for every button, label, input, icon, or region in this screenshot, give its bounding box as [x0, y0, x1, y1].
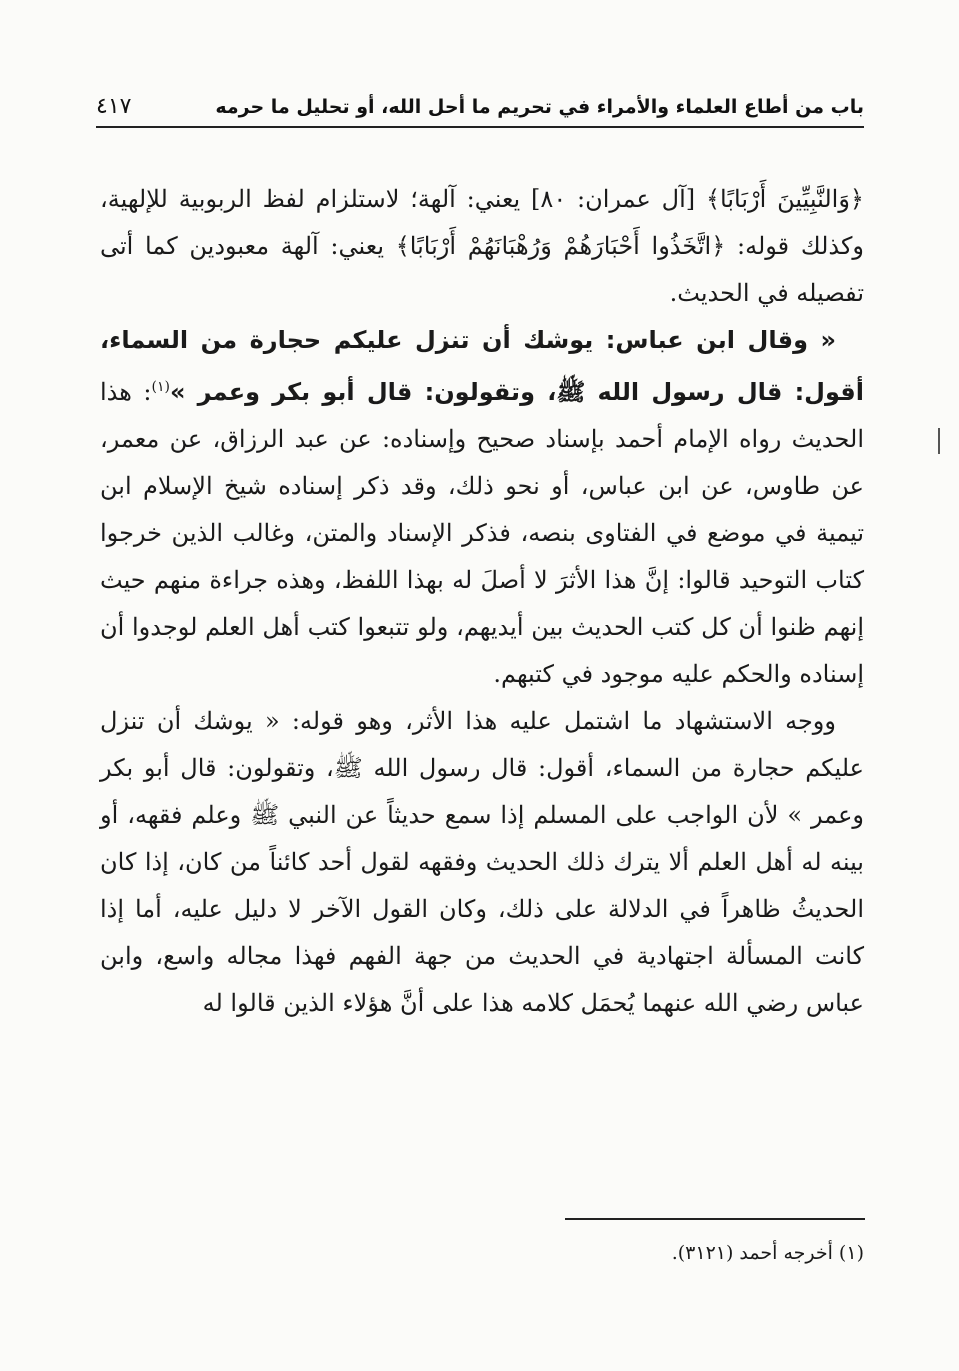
paragraph-text: : هذا الحديث رواه الإمام أحمد بإسناد صحيح وإسناده: عن عبد الرزاق، عن معمر، عن طاوس، عن ابن عباس، أو نحو ذلك، وقد ذكر إسناده شيخ الإسلام ابن تيمية في موضع في الفتاوى بنصه، فذكر الإسناد والمتن، وغالب الذين خرجوا كتاب التوحيد قالوا: إنَّ هذا الأثرَ لا أصلَ له بهذا اللفظ، وهذه جراءة منهم حيث إنهم ظنوا أن كل كتب الحديث بين أيديهم، ولو تتبعوا كتب أهل العلم لوجدوا أن إسناده والحكم عليه موجود في كتبهم.: [100, 378, 864, 688]
paragraph-text: ﴿وَالنَّبِيِّينَ أَرْبَابًا﴾ [آل عمران: ٨٠] يعني: آلهة؛ لاستلزام لفظ الربوبية للإلهية، وكذلك قوله: ﴿اتَّخَذُوا أَحْبَارَهُمْ وَرُهْبَانَهُمْ أَرْبَابًا﴾ يعني: آلهة معبودين كما أتى تفصيله في الحديث.: [100, 185, 864, 307]
paragraph: [100, 317, 864, 698]
paragraph: [100, 698, 864, 1027]
chapter-title: باب من أطاع العلماء والأمراء في تحريم ما أحل الله، أو تحليل ما حرمه: [215, 96, 864, 118]
footnote-rule: [565, 1218, 865, 1220]
paragraph-text: ووجه الاستشهاد ما اشتمل عليه هذا الأثر، وهو قوله: « يوشك أن تنزل عليكم حجارة من السماء، أقول: قال رسول الله ﷺ، وتقولون: قال أبو بكر وعمر » لأن الواجب على المسلم إذا سمع حديثاً عن النبي ﷺ وعلم فقهه، أو بينه له أهل العلم ألا يترك ذلك الحديث وفقهه لقول أحد كائناً من كان، إذا كان الحديثُ ظاهراً في الدلالة على ذلك، وكان القول الآخر لا دليل عليه، أما إذا كانت المسألة اجتهادية في الحديث من جهة الفهم فهذا مجاله واسع، وابن عباس رضي الله عنهما يُحمَل كلامه هذا على أنَّ هؤلاء الذين قالوا له: [100, 707, 864, 1017]
paragraph: [100, 176, 864, 317]
scan-artifact: [938, 428, 940, 454]
body-text: [100, 176, 864, 1027]
footnote: (١) أخرجه أحمد (٣١٢١).: [671, 1242, 864, 1264]
footnote-reference[interactable]: (١): [151, 379, 170, 395]
header-rule: [96, 126, 864, 128]
running-header: [96, 92, 864, 128]
page-number: ٤١٧: [96, 94, 132, 119]
quoted-athar: « وقال ابن عباس: يوشك أن تنزل عليكم حجارة من السماء، أقول: قال رسول الله ﷺ، وتقولون: قال أبو بكر وعمر »: [100, 326, 864, 406]
